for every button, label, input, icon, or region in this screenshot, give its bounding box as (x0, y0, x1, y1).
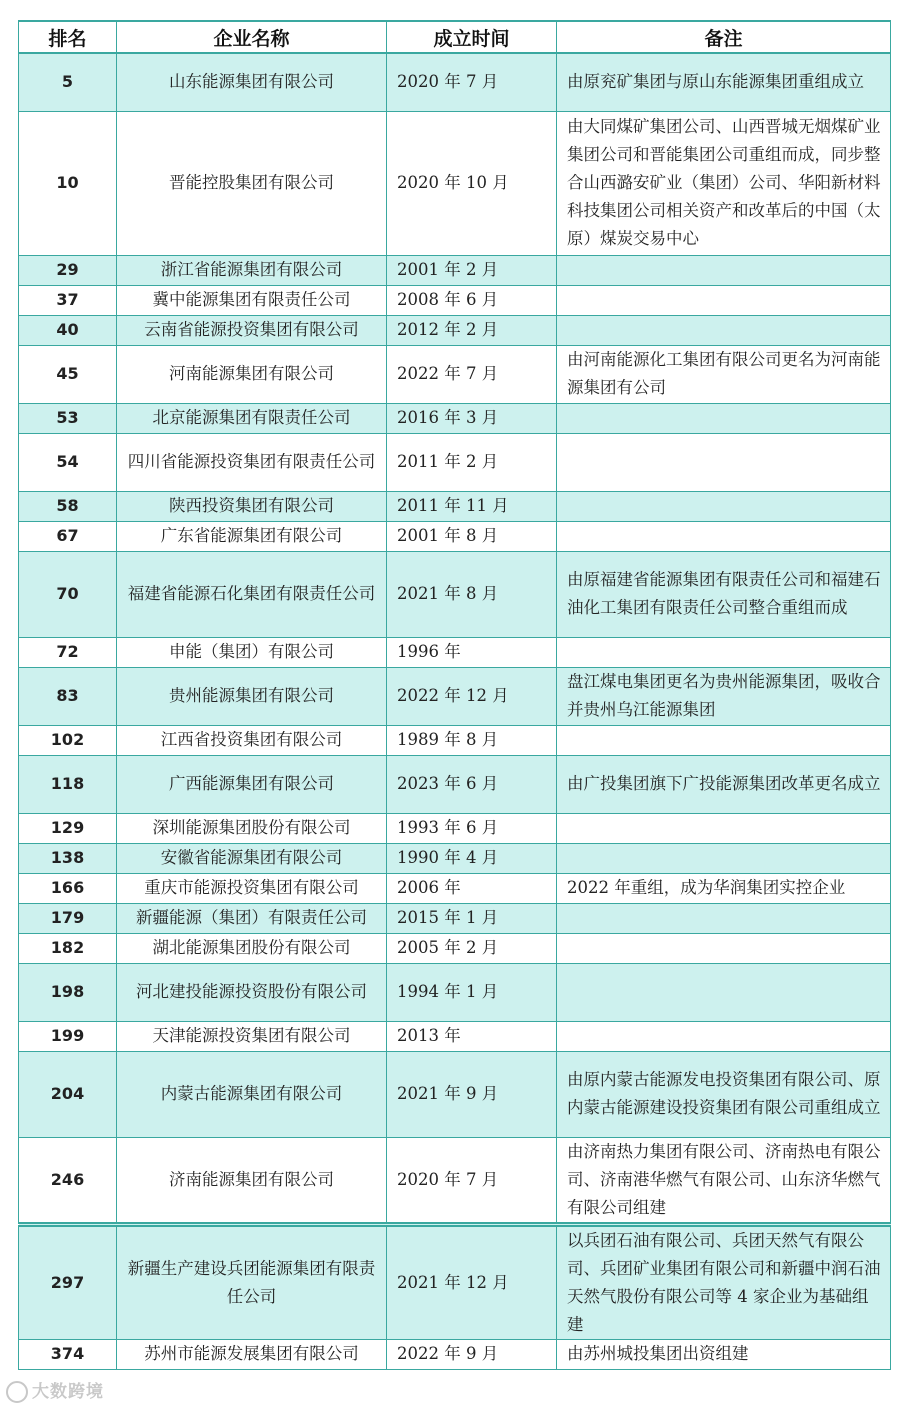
founded-date-cell: 2015 年 1 月 (387, 903, 557, 933)
founded-date-cell: 1989 年 8 月 (387, 725, 557, 755)
table-header (19, 21, 891, 53)
table-row (19, 637, 891, 667)
founded-date-cell: 2020 年 10 月 (387, 111, 557, 255)
founded-date-cell: 2020 年 7 月 (387, 53, 557, 111)
table-row (19, 345, 891, 403)
founded-date-cell: 2005 年 2 月 (387, 933, 557, 963)
remarks-cell (557, 403, 891, 433)
company-name-cell: 晋能控股集团有限公司 (117, 111, 387, 255)
remarks-cell (557, 315, 891, 345)
remarks-cell (557, 963, 891, 1021)
table-row (19, 111, 891, 255)
founded-date-cell: 1990 年 4 月 (387, 843, 557, 873)
company-name-cell: 内蒙古能源集团有限公司 (117, 1051, 387, 1137)
remarks-cell (557, 843, 891, 873)
rank-cell: 29 (19, 255, 117, 285)
table-container (18, 20, 890, 1370)
rank-cell: 199 (19, 1021, 117, 1051)
founded-date-cell: 1996 年 (387, 637, 557, 667)
founded-date-cell: 2023 年 6 月 (387, 755, 557, 813)
table-row (19, 315, 891, 345)
remarks-cell (557, 433, 891, 491)
table-row (19, 53, 891, 111)
company-name-cell: 安徽省能源集团有限公司 (117, 843, 387, 873)
remarks-cell (557, 255, 891, 285)
rank-cell: 53 (19, 403, 117, 433)
table-row (19, 873, 891, 903)
company-name-cell: 陕西投资集团有限公司 (117, 491, 387, 521)
table-body (19, 53, 891, 1369)
remarks-cell (557, 903, 891, 933)
rank-cell: 40 (19, 315, 117, 345)
remarks-cell (557, 491, 891, 521)
founded-date-cell: 2006 年 (387, 873, 557, 903)
table-row (19, 843, 891, 873)
rank-cell: 102 (19, 725, 117, 755)
founded-date-cell: 2008 年 6 月 (387, 285, 557, 315)
founded-date-cell: 2021 年 12 月 (387, 1224, 557, 1339)
company-name-cell: 河南能源集团有限公司 (117, 345, 387, 403)
remarks-cell: 由原福建省能源集团有限责任公司和福建石油化工集团有限责任公司整合重组而成 (557, 551, 891, 637)
header-remarks: 备注 (557, 21, 891, 53)
table-row (19, 1224, 891, 1339)
table-row (19, 963, 891, 1021)
rank-cell: 198 (19, 963, 117, 1021)
founded-date-cell: 2001 年 2 月 (387, 255, 557, 285)
watermark (6, 1377, 104, 1403)
founded-date-cell: 2022 年 12 月 (387, 667, 557, 725)
table-row (19, 1021, 891, 1051)
remarks-cell: 由原内蒙古能源发电投资集团有限公司、原内蒙古能源建设投资集团有限公司重组成立 (557, 1051, 891, 1137)
company-name-cell: 冀中能源集团有限责任公司 (117, 285, 387, 315)
rank-cell: 129 (19, 813, 117, 843)
company-name-cell: 重庆市能源投资集团有限公司 (117, 873, 387, 903)
table-row (19, 933, 891, 963)
remarks-cell (557, 725, 891, 755)
table-row (19, 1339, 891, 1369)
company-name-cell: 广西能源集团有限公司 (117, 755, 387, 813)
table-row (19, 433, 891, 491)
company-name-cell: 深圳能源集团股份有限公司 (117, 813, 387, 843)
rank-cell: 45 (19, 345, 117, 403)
header-rank: 排名 (19, 21, 117, 53)
table-row (19, 551, 891, 637)
rank-cell: 58 (19, 491, 117, 521)
watermark-logo-icon (6, 1381, 28, 1403)
founded-date-cell: 2022 年 7 月 (387, 345, 557, 403)
table-row (19, 491, 891, 521)
company-name-cell: 云南省能源投资集团有限公司 (117, 315, 387, 345)
rank-cell: 10 (19, 111, 117, 255)
rank-cell: 297 (19, 1224, 117, 1339)
rank-cell: 166 (19, 873, 117, 903)
rank-cell: 37 (19, 285, 117, 315)
company-name-cell: 贵州能源集团有限公司 (117, 667, 387, 725)
remarks-cell (557, 933, 891, 963)
company-name-cell: 山东能源集团有限公司 (117, 53, 387, 111)
remarks-cell: 由原兖矿集团与原山东能源集团重组成立 (557, 53, 891, 111)
company-name-cell: 苏州市能源发展集团有限公司 (117, 1339, 387, 1369)
table-row (19, 755, 891, 813)
rank-cell: 179 (19, 903, 117, 933)
rank-cell: 54 (19, 433, 117, 491)
company-name-cell: 天津能源投资集团有限公司 (117, 1021, 387, 1051)
rank-cell: 246 (19, 1137, 117, 1224)
company-name-cell: 四川省能源投资集团有限责任公司 (117, 433, 387, 491)
rank-cell: 5 (19, 53, 117, 111)
founded-date-cell: 1993 年 6 月 (387, 813, 557, 843)
rank-cell: 138 (19, 843, 117, 873)
table-row (19, 1137, 891, 1224)
company-name-cell: 湖北能源集团股份有限公司 (117, 933, 387, 963)
rank-cell: 72 (19, 637, 117, 667)
remarks-cell: 由济南热力集团有限公司、济南热电有限公司、济南港华燃气有限公司、山东济华燃气有限公司组建 (557, 1137, 891, 1224)
remarks-cell (557, 521, 891, 551)
remarks-cell: 由河南能源化工集团有限公司更名为河南能源集团有公司 (557, 345, 891, 403)
remarks-cell (557, 285, 891, 315)
rank-cell: 70 (19, 551, 117, 637)
remarks-cell: 盘江煤电集团更名为贵州能源集团，吸收合并贵州乌江能源集团 (557, 667, 891, 725)
company-name-cell: 新疆能源（集团）有限责任公司 (117, 903, 387, 933)
company-name-cell: 江西省投资集团有限公司 (117, 725, 387, 755)
founded-date-cell: 2001 年 8 月 (387, 521, 557, 551)
table-row (19, 285, 891, 315)
table-row (19, 403, 891, 433)
company-name-cell: 济南能源集团有限公司 (117, 1137, 387, 1224)
founded-date-cell: 2021 年 8 月 (387, 551, 557, 637)
remarks-cell: 由苏州城投集团出资组建 (557, 1339, 891, 1369)
remarks-cell (557, 637, 891, 667)
remarks-cell: 以兵团石油有限公司、兵团天然气有限公司、兵团矿业集团有限公司和新疆中润石油天然气股份有限公司等 4 家企业为基础组建 (557, 1224, 891, 1339)
company-table (18, 20, 891, 1370)
founded-date-cell: 2011 年 2 月 (387, 433, 557, 491)
table-row (19, 1051, 891, 1137)
company-name-cell: 广东省能源集团有限公司 (117, 521, 387, 551)
remarks-cell (557, 813, 891, 843)
remarks-cell: 2022 年重组，成为华润集团实控企业 (557, 873, 891, 903)
rank-cell: 182 (19, 933, 117, 963)
table-row (19, 667, 891, 725)
header-founded-date: 成立时间 (387, 21, 557, 53)
remarks-cell: 由大同煤矿集团公司、山西晋城无烟煤矿业集团公司和晋能集团公司重组而成，同步整合山西潞安矿业（集团）公司、华阳新材料科技集团公司相关资产和改革后的中国（太原）煤炭交易中心 (557, 111, 891, 255)
table-row (19, 521, 891, 551)
founded-date-cell: 2022 年 9 月 (387, 1339, 557, 1369)
company-name-cell: 浙江省能源集团有限公司 (117, 255, 387, 285)
watermark-text: 大数跨境 (32, 1382, 104, 1402)
company-name-cell: 河北建投能源投资股份有限公司 (117, 963, 387, 1021)
founded-date-cell: 2011 年 11 月 (387, 491, 557, 521)
founded-date-cell: 2016 年 3 月 (387, 403, 557, 433)
founded-date-cell: 2021 年 9 月 (387, 1051, 557, 1137)
remarks-cell: 由广投集团旗下广投能源集团改革更名成立 (557, 755, 891, 813)
rank-cell: 118 (19, 755, 117, 813)
founded-date-cell: 1994 年 1 月 (387, 963, 557, 1021)
table-row (19, 255, 891, 285)
header-company-name: 企业名称 (117, 21, 387, 53)
table-row (19, 903, 891, 933)
rank-cell: 67 (19, 521, 117, 551)
rank-cell: 83 (19, 667, 117, 725)
rank-cell: 374 (19, 1339, 117, 1369)
founded-date-cell: 2020 年 7 月 (387, 1137, 557, 1224)
founded-date-cell: 2013 年 (387, 1021, 557, 1051)
company-name-cell: 申能（集团）有限公司 (117, 637, 387, 667)
table-row (19, 725, 891, 755)
company-name-cell: 新疆生产建设兵团能源集团有限责任公司 (117, 1224, 387, 1339)
company-name-cell: 福建省能源石化集团有限责任公司 (117, 551, 387, 637)
remarks-cell (557, 1021, 891, 1051)
rank-cell: 204 (19, 1051, 117, 1137)
company-name-cell: 北京能源集团有限责任公司 (117, 403, 387, 433)
founded-date-cell: 2012 年 2 月 (387, 315, 557, 345)
table-row (19, 813, 891, 843)
